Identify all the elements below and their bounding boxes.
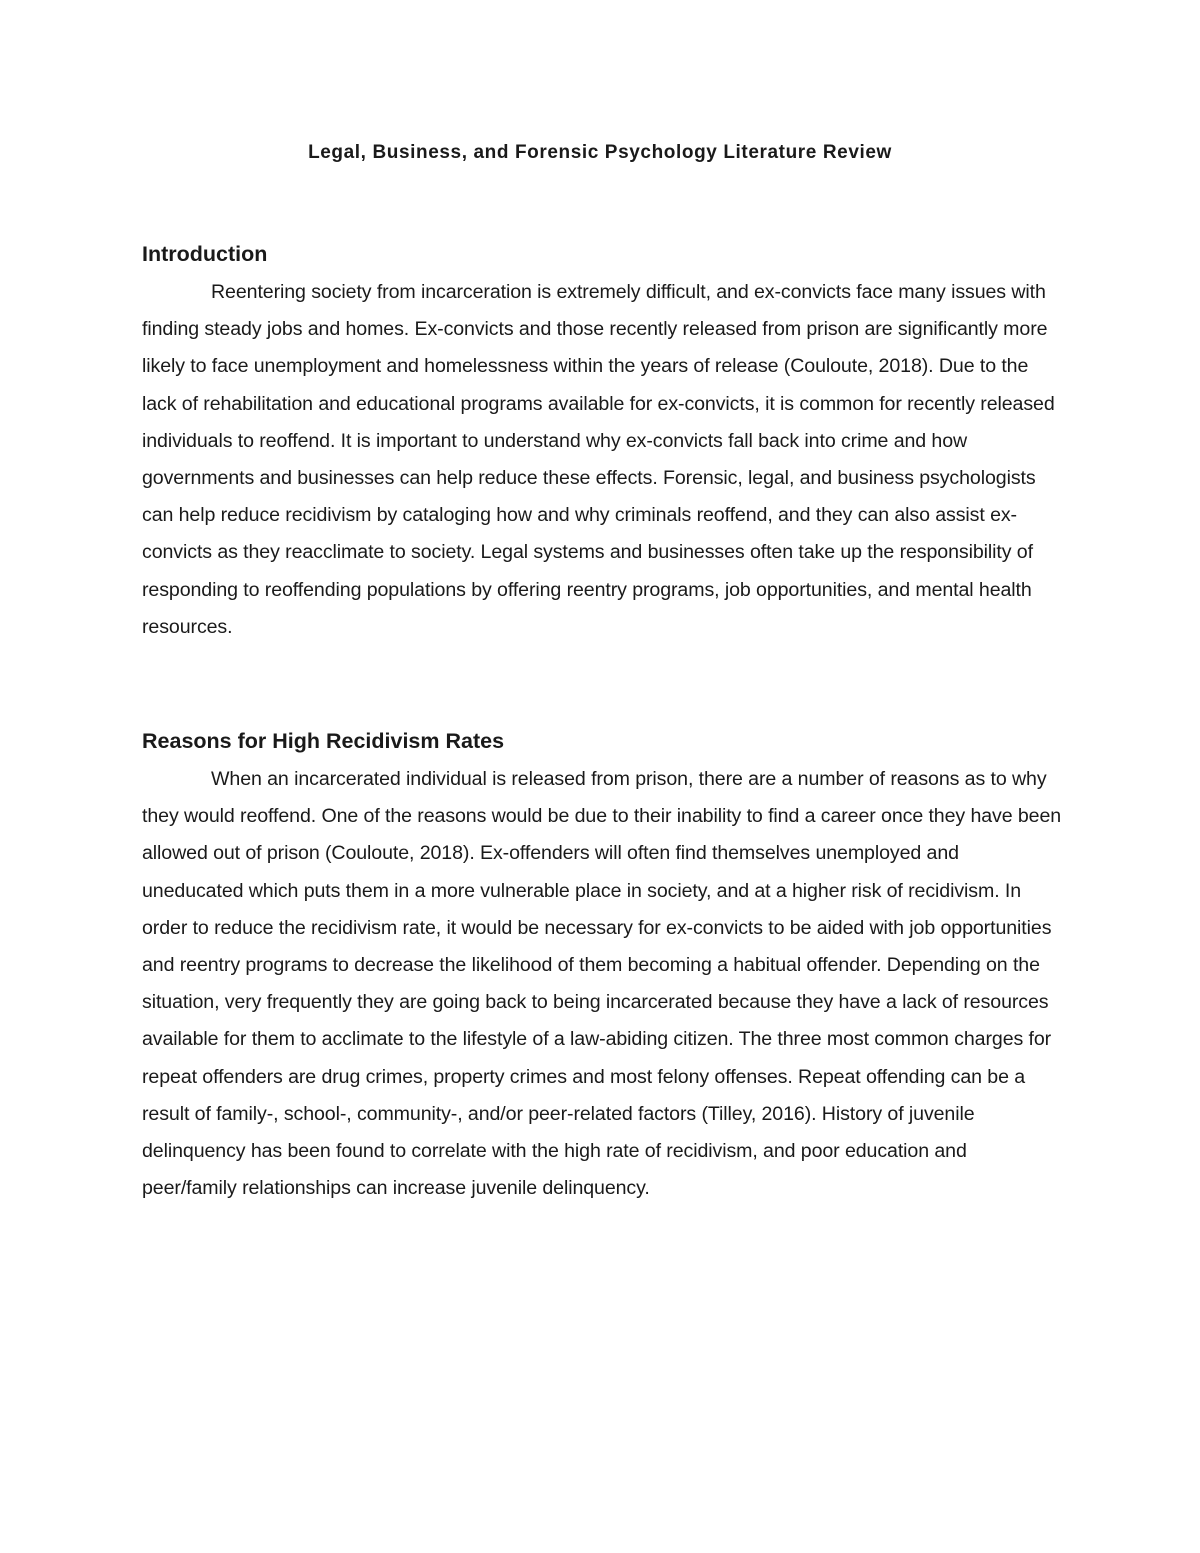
section-recidivism-reasons — [142, 727, 1062, 1207]
section-heading-recidivism-reasons: Reasons for High Recidivism Rates — [142, 729, 505, 753]
section-body-introduction: Reentering society from incarceration is extremely difficult, and ex-convicts face many issues with finding steady jobs and homes. Ex-convicts and those recently released from prison are significantly more likely to face unemployment and homelessness within the years of release (Couloute, 2018). Due to the lack of rehabilitation and educational programs available for ex-convicts, it is common for recently released individuals to reoffend. It is important to understand why ex-convicts fall back into crime and how governments and businesses can help reduce these effects. Forensic, legal, and business psychologists can help reduce recidivism by cataloging how and why criminals reoffend, and they can also assist ex-convicts as they reacclimate to society. Legal systems and businesses often take up the responsibility of responding to reoffending populations by offering reentry programs, job opportunities, and mental health resources. — [142, 281, 1055, 638]
section-introduction — [142, 240, 1062, 646]
document-title: Legal, Business, and Forensic Psychology Literature Review — [308, 142, 892, 163]
section-body-recidivism-reasons: When an incarcerated individual is released from prison, there are a number of reasons as to why they would reoffend. One of the reasons would be due to their inability to find a career once they have been allowed out of prison (Couloute, 2018). Ex-offenders will often find themselves unemployed and uneducated which puts them in a more vulnerable place in society, and at a higher risk of recidivism. In order to reduce the recidivism rate, it would be necessary for ex-convicts to be aided with job opportunities and reentry programs to decrease the likelihood of them becoming a habitual offender. Depending on the situation, very frequently they are going back to being incarcerated because they have a lack of resources available for them to acclimate to the lifestyle of a law-abiding citizen. The three most common charges for repeat offenders are drug crimes, property crimes and most felony offenses. Repeat offending can be a result of family-, school-, community-, and/or peer-related factors (Tilley, 2016). History of juvenile delinquency has been found to correlate with the high rate of recidivism, and poor education and peer/family relationships can increase juvenile delinquency. — [142, 768, 1062, 1200]
section-heading-introduction: Introduction — [142, 242, 268, 266]
